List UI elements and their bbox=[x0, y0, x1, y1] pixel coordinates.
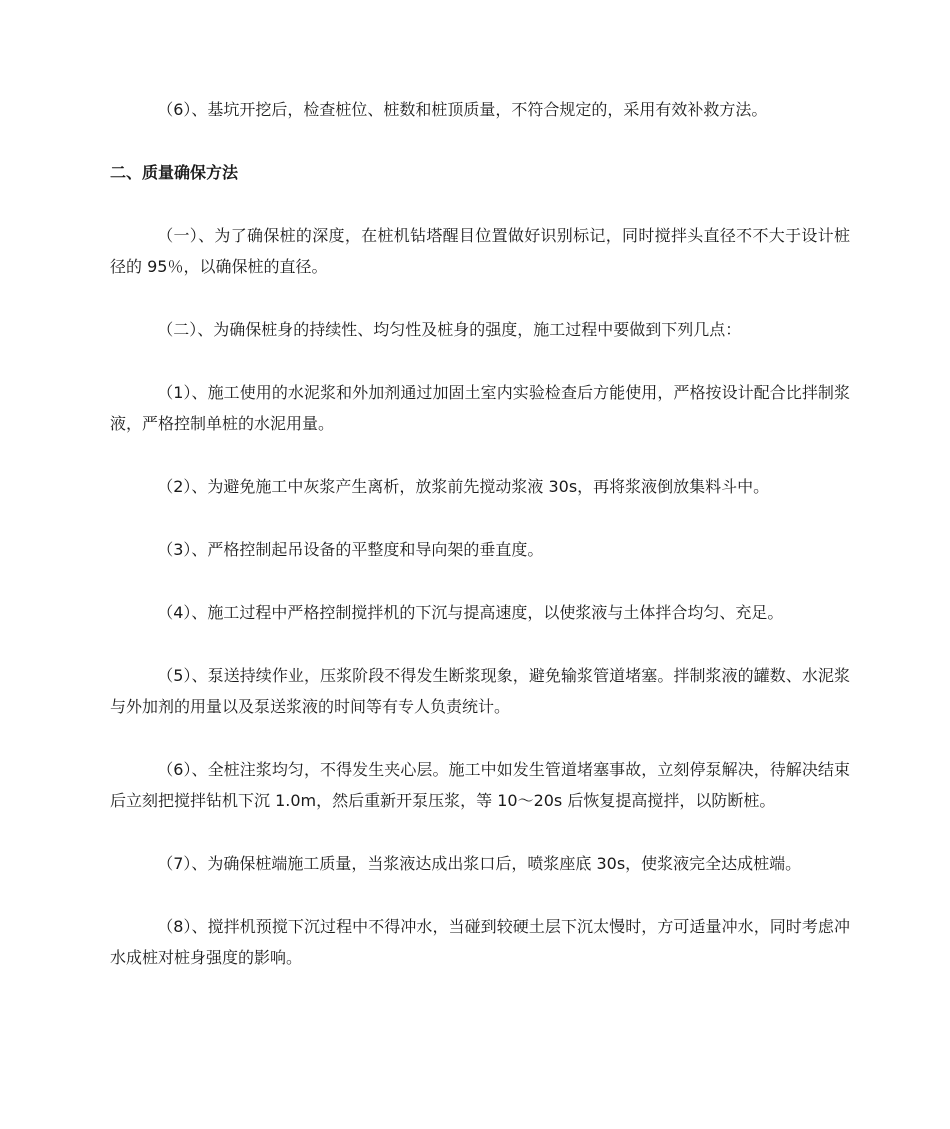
paragraph-item-1: （1）、施工使用的水泥浆和外加剂通过加固土室内实验检查后方能使用，严格按设计配合比拌制浆液，严格控制单桩的水泥用量。 bbox=[110, 383, 850, 433]
paragraph-item-2: （2）、为避免施工中灰浆产生离析，放浆前先搅动浆液 30s，再将浆液倒放集料斗中。 bbox=[157, 477, 770, 496]
paragraph-item-6: （6）、全桩注浆均匀，不得发生夹心层。施工中如发生管道堵塞事故，立刻停泵解决，待解决结束后立刻把搅拌钻机下沉 1.0m，然后重新开泵压浆，等 10～20s 后恢复提高搅拌，以防断桩。 bbox=[110, 760, 850, 810]
paragraph-item-5: （5）、泵送持续作业，压浆阶段不得发生断浆现象，避免输浆管道堵塞。拌制浆液的罐数、水泥浆与外加剂的用量以及泵送浆液的时间等有专人负责统计。 bbox=[110, 666, 850, 716]
intro-item-paragraph: （6）、基坑开挖后，检查桩位、桩数和桩顶质量，不符合规定的，采用有效补救方法。 bbox=[157, 100, 768, 119]
paragraph-item-7: （7）、为确保桩端施工质量，当浆液达成出浆口后，喷浆座底 30s，使浆液完全达成桩端。 bbox=[157, 854, 802, 873]
paragraph-item-8: （8）、搅拌机预搅下沉过程中不得冲水，当碰到较硬土层下沉太慢时，方可适量冲水，同时考虑冲水成桩对桩身强度的影响。 bbox=[110, 917, 850, 967]
paragraph-item-4: （4）、施工过程中严格控制搅拌机的下沉与提高速度，以使浆液与土体拌合均匀、充足。 bbox=[157, 603, 784, 622]
paragraph-item-3: （3）、严格控制起吊设备的平整度和导向架的垂直度。 bbox=[157, 540, 544, 559]
document-body bbox=[110, 94, 850, 1005]
paragraph-pile-body-intro: （二）、为确保桩身的持续性、均匀性及桩身的强度，施工过程中要做到下列几点： bbox=[157, 320, 742, 339]
section-title: 二、质量确保方法 bbox=[110, 163, 239, 182]
paragraph-depth-assurance: （一）、为了确保桩的深度，在桩机钻塔醒目位置做好识别标记，同时搅拌头直径不不大于设计桩径的 95％，以确保桩的直径。 bbox=[110, 226, 850, 276]
